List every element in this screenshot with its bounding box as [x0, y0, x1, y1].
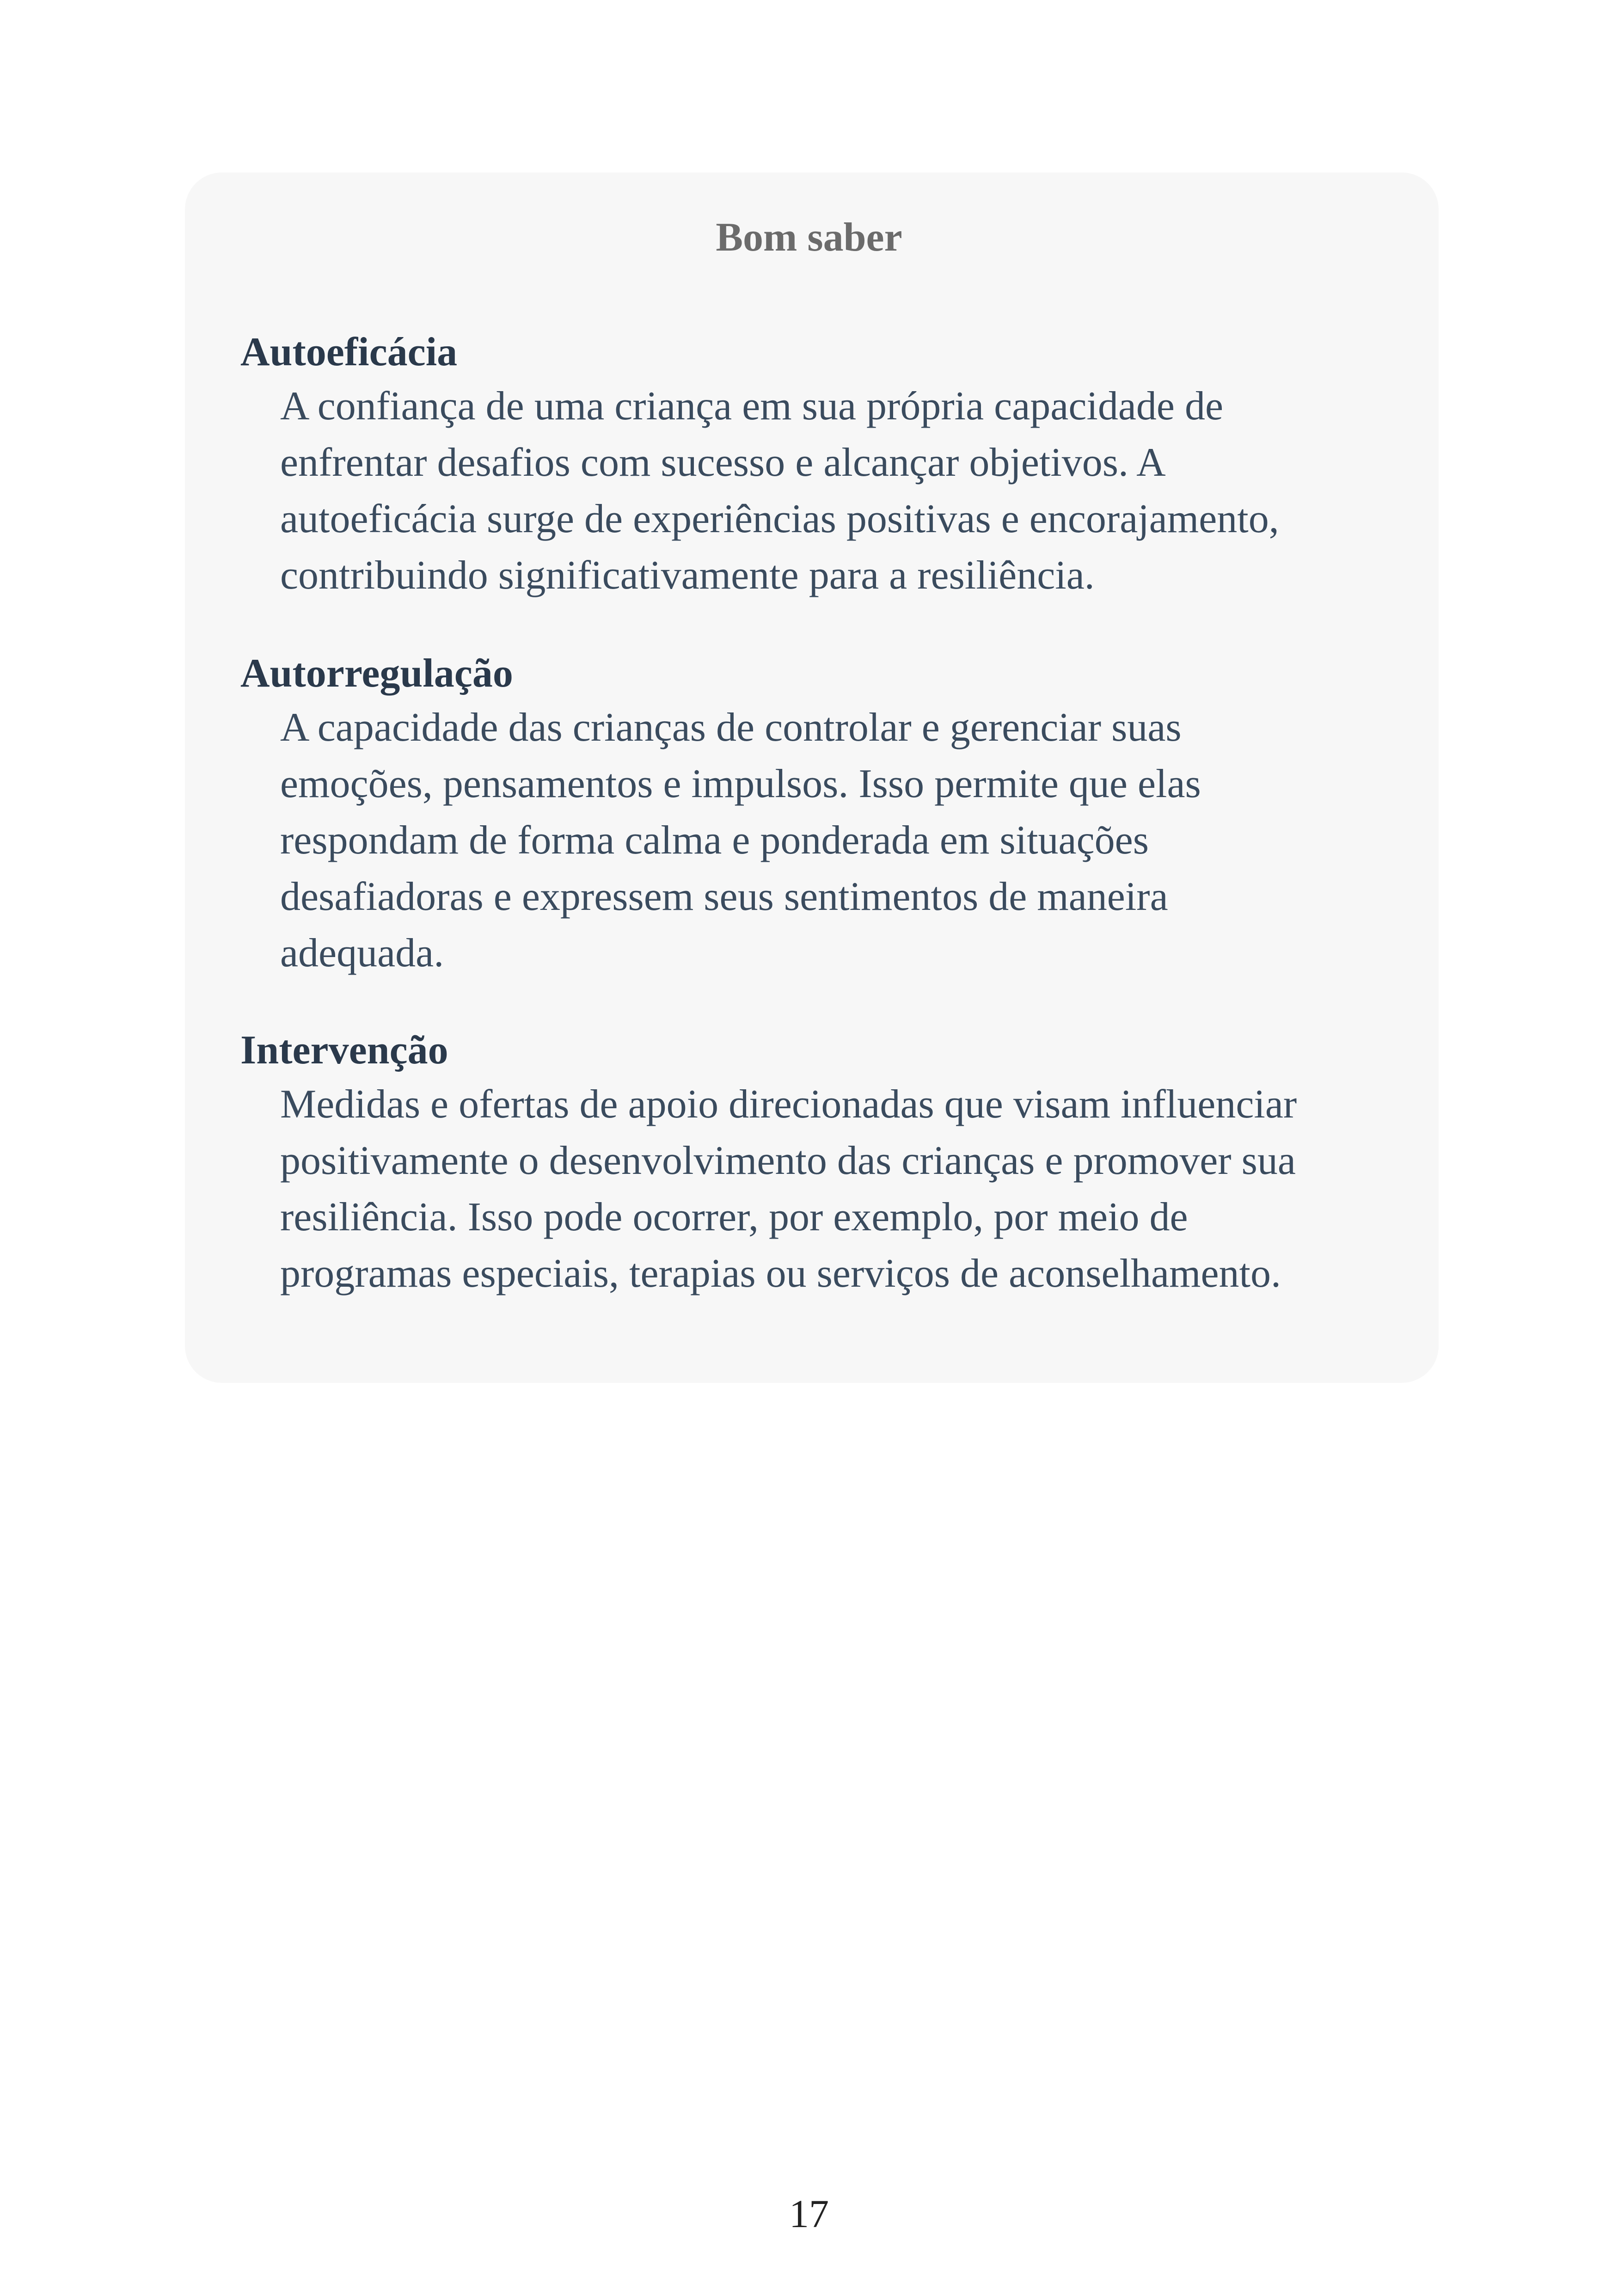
- definition-autorregulacao: [280, 700, 1390, 982]
- definition-intervencao: [280, 1076, 1390, 1302]
- definition-line: respondam de forma calma e ponderada em situações: [280, 818, 1149, 863]
- definition-line: contribuindo significativamente para a resiliência.: [280, 553, 1095, 598]
- definition-line: emoções, pensamentos e impulsos. Isso permite que elas: [280, 761, 1201, 806]
- definition-line: positivamente o desenvolvimento das crianças e promover sua: [280, 1138, 1296, 1183]
- term-autorregulacao: Autorregulação: [240, 651, 513, 696]
- definition-autoeficacia: [280, 378, 1390, 604]
- definition-line: adequada.: [280, 931, 444, 976]
- definition-line: Medidas e ofertas de apoio direcionadas que visam influenciar: [280, 1082, 1297, 1127]
- definition-line: desafiadoras e expressem seus sentimentos de maneira: [280, 874, 1168, 919]
- definition-line: A confiança de uma criança em sua própria capacidade de: [280, 384, 1224, 429]
- definition-line: enfrentar desafios com sucesso e alcançar objetivos. A: [280, 440, 1166, 485]
- definition-line: resiliência. Isso pode ocorrer, por exemplo, por meio de: [280, 1195, 1188, 1240]
- definition-line: autoeficácia surge de experiências positivas e encorajamento,: [280, 497, 1279, 541]
- term-autoeficacia: Autoeficácia: [240, 330, 458, 374]
- page-number: 17: [789, 2192, 829, 2236]
- definition-line: A capacidade das crianças de controlar e gerenciar suas: [280, 705, 1182, 750]
- info-box-title: Bom saber: [716, 215, 902, 260]
- term-intervencao: Intervenção: [240, 1028, 448, 1073]
- definition-line: programas especiais, terapias ou serviços de aconselhamento.: [280, 1251, 1281, 1296]
